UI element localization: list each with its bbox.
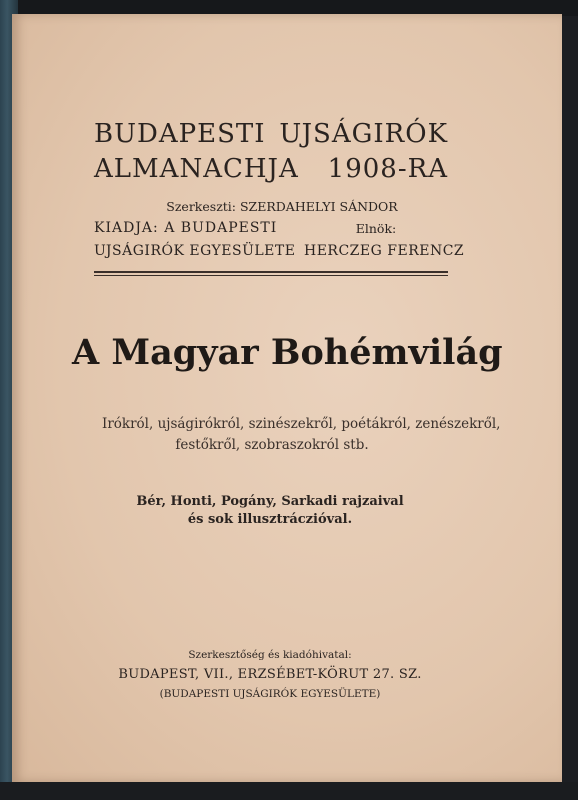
subtitle-line1: Irókról, ujságirókról, szinészekről, poétákról, zenészekről, bbox=[102, 416, 501, 432]
bottom-background bbox=[0, 782, 578, 800]
title-page bbox=[12, 14, 562, 782]
illustrators-line1: Bér, Honti, Pogány, Sarkadi rajzaival bbox=[136, 494, 404, 509]
office-label: Szerkesztőség és kiadóhivatal: bbox=[188, 649, 352, 661]
office-address: BUDAPEST, VII., ERZSÉBET-KÖRUT 27. SZ. bbox=[118, 667, 422, 682]
editor-line: Szerkeszti: SZERDAHELYI SÁNDOR bbox=[166, 199, 398, 214]
president-label: Elnök: bbox=[355, 221, 397, 236]
book-title: A Magyar Bohémvilág bbox=[72, 332, 503, 373]
almanac-title-line1: BUDAPESTI UJSÁGIRÓK bbox=[94, 119, 448, 149]
subtitle-line2: festőkről, szobraszokról stb. bbox=[175, 437, 369, 453]
president-name: HERCZEG FERENCZ bbox=[304, 243, 465, 259]
publisher-line1: KIADJA: A BUDAPESTI bbox=[94, 220, 278, 236]
publisher-line2: UJSÁGIRÓK EGYESÜLETE bbox=[94, 243, 296, 259]
double-rule-top bbox=[94, 271, 448, 273]
almanac-title-line2: ALMANACHJA 1908-RA bbox=[94, 154, 448, 184]
office-organization: (BUDAPESTI UJSÁGIRÓK EGYESÜLETE) bbox=[159, 688, 381, 700]
double-rule-bottom bbox=[94, 275, 448, 276]
illustrators-line2: és sok illusztráczióval. bbox=[187, 512, 353, 527]
